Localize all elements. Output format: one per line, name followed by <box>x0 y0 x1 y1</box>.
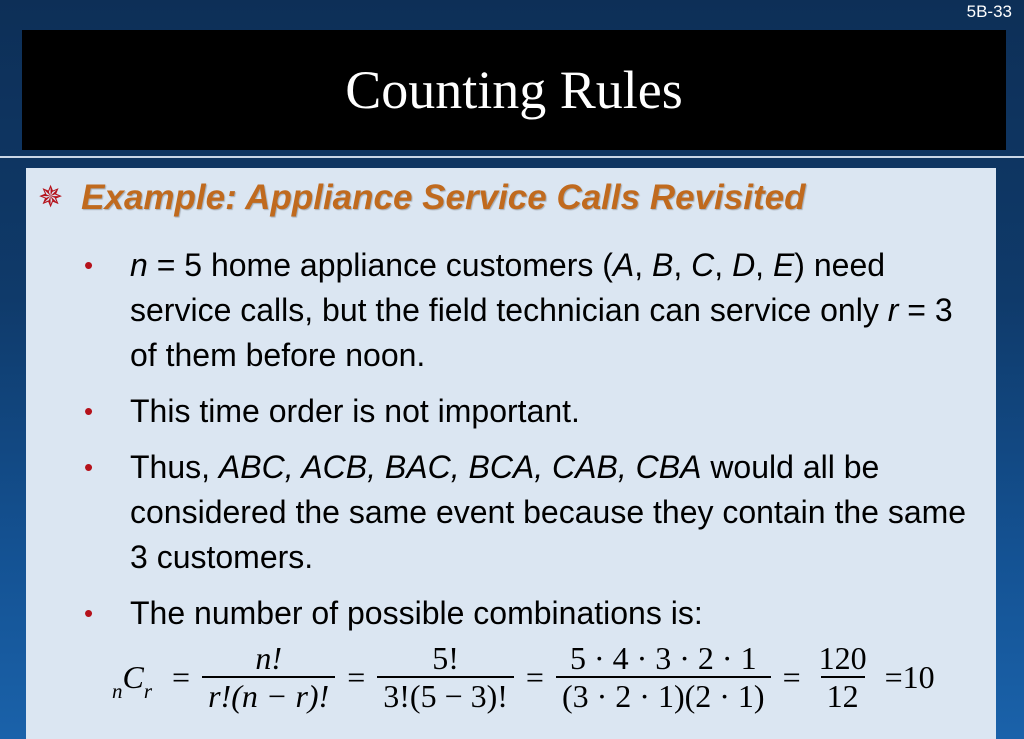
list-item <box>80 445 980 580</box>
equals-sign: = <box>172 658 191 695</box>
divider <box>0 156 1024 158</box>
equals-sign: = <box>782 658 801 695</box>
combination-formula <box>112 640 935 714</box>
heading-text: Example: Appliance Service Calls Revisited <box>81 178 806 217</box>
fraction-numeric: $\frac{120}{12}$ <box>818 640 867 714</box>
equals-sign: = <box>347 658 366 695</box>
bullet-dot-icon: • <box>84 452 94 482</box>
slide-number: 5B-33 <box>966 2 1012 21</box>
bullet-dot-icon: • <box>84 598 94 628</box>
example-heading <box>38 178 805 218</box>
equals-sign: = <box>525 658 544 695</box>
list-item <box>80 243 980 378</box>
bullet-text: n = 5 home appliance customers (A, B, C, D, E) need service calls, but the field technician can service only r = 3 of them before noon. <box>130 247 953 373</box>
bullet-list <box>80 243 980 647</box>
slide-title: Counting Rules <box>345 60 683 120</box>
list-item <box>80 389 980 434</box>
title-bar <box>22 30 1006 150</box>
bullet-dot-icon: • <box>84 396 94 426</box>
bullet-text: Thus, ABC, ACB, BAC, BCA, CAB, CBA would all be considered the same event because they contain the same 3 customers. <box>130 449 967 575</box>
star-bullet-icon: ✵ <box>38 181 64 214</box>
bullet-text: The number of possible combinations is: <box>130 595 703 631</box>
formula-result: =10 <box>884 658 935 695</box>
bullet-dot-icon: • <box>84 250 94 280</box>
bullet-text: This time order is not important. <box>130 393 580 429</box>
fraction-expanded: $\frac{5 \cdot 4 \cdot 3 \cdot 2 \cdot 1}{(3 \cdot 2 \cdot 1)(2 \cdot 1)}$ <box>556 640 771 714</box>
list-item <box>80 591 980 636</box>
fraction-substituted: $\frac{5!}{3!(5 - 3)!}$ <box>377 640 514 714</box>
ncr-symbol: n C r <box>112 658 153 703</box>
fraction-general: $\frac{n!}{r!(n - r)!}$ <box>202 640 335 714</box>
